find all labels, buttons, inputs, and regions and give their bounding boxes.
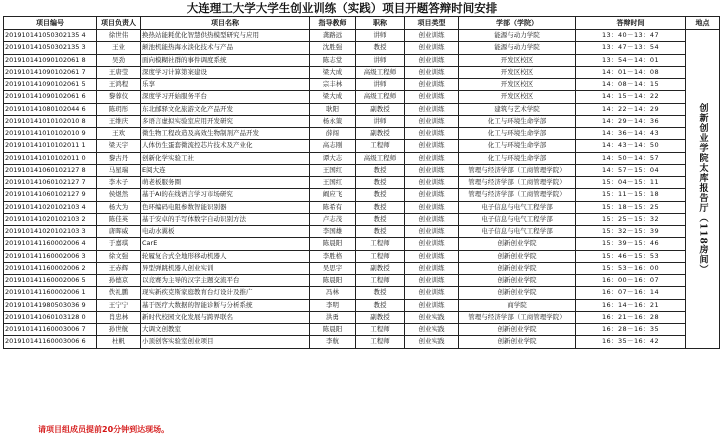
cell-project-name: 乐享 [141,79,310,91]
table-row [4,238,720,250]
cell-project-name: 基于安卓的手写体数字自动识别方法 [141,213,310,225]
cell-project-type: 创业训练 [405,299,459,311]
cell-college: 创新创业学院 [459,238,576,250]
table-row [4,164,720,176]
table-row [4,311,720,323]
cell-defense-time: 14：57－15：04 [576,164,686,176]
cell-leader: 黎蓉仪 [97,91,141,103]
cell-project-type: 创业训练 [405,152,459,164]
cell-college: 能源与动力学院 [459,30,576,42]
cell-project-name: 微生物工程改造及高效生物制剂产品开发 [141,128,310,140]
table-row [4,177,720,189]
cell-college: 电子信息与电气工程学部 [459,213,576,225]
header-project-id: 项目编号 [4,17,97,30]
cell-project-id: 201910141090102061 8 [4,54,97,66]
cell-project-id: 201910141050302135 3 [4,42,97,54]
cell-defense-time: 13：54－14：01 [576,54,686,66]
cell-project-type: 创业训练 [405,54,459,66]
cell-defense-time: 15：11－15：18 [576,189,686,201]
cell-defense-time: 15：32－15：39 [576,226,686,238]
table-row [4,30,720,42]
cell-project-id: 201910141160002006 4 [4,238,97,250]
cell-leader: 王鸿程 [97,79,141,91]
cell-title: 副教授 [356,128,405,140]
header-row [4,17,720,30]
cell-title: 教授 [356,213,405,225]
cell-defense-time: 15：39－15：46 [576,238,686,250]
header-project-type: 项目类型 [405,17,459,30]
cell-leader: 肖忠林 [97,311,141,323]
cell-college: 开发区校区 [459,79,576,91]
header-advisor: 指导教师 [310,17,356,30]
cell-college: 创新创业学院 [459,262,576,274]
cell-title: 教授 [356,299,405,311]
cell-project-type: 创业训练 [405,226,459,238]
cell-project-id: 201910141050302135 4 [4,30,97,42]
cell-project-name: 萌老板服务圈 [141,177,310,189]
cell-project-name: 色环编码电阻参数智能识别器 [141,201,310,213]
cell-advisor: 王国红 [310,164,356,176]
cell-defense-time: 15：25－15：32 [576,213,686,225]
cell-leader: 杨大为 [97,201,141,213]
cell-project-type: 创业实践 [405,324,459,336]
cell-project-id: 201910141010102011 0 [4,152,97,164]
cell-project-name: E阅大连 [141,164,310,176]
page-title: 大连理工大学大学生创业训练（实践）项目开题答辩时间安排 [186,1,498,15]
cell-college: 管理与经济学部（工商管理学院） [459,177,576,189]
cell-project-name: 以竞赛为主导的汉字主题交流平台 [141,275,310,287]
table-row [4,324,720,336]
cell-project-name: 轮履复合式全地形移动机器人 [141,250,310,262]
cell-college: 商学院 [459,299,576,311]
table-row [4,79,720,91]
cell-project-name: 深度学习开始服务平台 [141,91,310,103]
cell-project-id: 201910141090102061 7 [4,66,97,78]
cell-project-name: 小顶创客实验室创业项目 [141,336,310,348]
header-defense-time: 答辩时间 [576,17,686,30]
cell-leader: 于嘉琪 [97,238,141,250]
cell-title: 教授 [356,226,405,238]
cell-leader: 马星瑞 [97,164,141,176]
table-row [4,201,720,213]
cell-project-type: 创业训练 [405,42,459,54]
cell-project-type: 创业实践 [405,311,459,323]
cell-project-id: 201910141160002006 5 [4,275,97,287]
header-leader: 项目负责人 [97,17,141,30]
cell-title: 工程师 [356,275,405,287]
cell-advisor: 谭大志 [310,152,356,164]
cell-title: 高级工程师 [356,152,405,164]
cell-college: 管理与经济学部（工商管理学院） [459,164,576,176]
cell-leader: 陈玥彤 [97,103,141,115]
schedule-table [3,16,720,349]
cell-college: 电子信息与电气工程学部 [459,201,576,213]
cell-advisor: 王国红 [310,177,356,189]
cell-title: 工程师 [356,140,405,152]
cell-advisor: 陈志堂 [310,54,356,66]
cell-college: 创新创业学院 [459,336,576,348]
table-row [4,140,720,152]
cell-title: 教授 [356,201,405,213]
cell-college: 管理与经济学部（工商管理学院） [459,311,576,323]
cell-title: 教授 [356,287,405,299]
cell-title: 副教授 [356,103,405,115]
cell-project-type: 创业训练 [405,128,459,140]
cell-college: 创新创业学院 [459,287,576,299]
cell-project-id: 201910141060102127 8 [4,164,97,176]
cell-title: 讲师 [356,79,405,91]
cell-project-type: 创业实践 [405,336,459,348]
cell-project-id: 201910141160003006 7 [4,324,97,336]
cell-advisor: 梁大成 [310,66,356,78]
table-row [4,42,720,54]
cell-project-type: 创业训练 [405,213,459,225]
cell-project-id: 201910141160002006 3 [4,250,97,262]
cell-leader: 王业 [97,42,141,54]
cell-advisor: 杨永策 [310,115,356,127]
cell-project-name: 创新化学实验工社 [141,152,310,164]
cell-leader: 陈佳英 [97,213,141,225]
cell-defense-time: 15：04－15：11 [576,177,686,189]
cell-advisor: 沈胜强 [310,42,356,54]
cell-project-name: 多语言虚拟实验室应用开发研究 [141,115,310,127]
cell-project-type: 创业训练 [405,262,459,274]
cell-college: 化工与环境生命学部 [459,115,576,127]
table-row [4,287,720,299]
cell-leader: 李木子 [97,177,141,189]
cell-defense-time: 14：50－14：57 [576,152,686,164]
cell-title: 讲师 [356,115,405,127]
cell-advisor: 陈希有 [310,201,356,213]
cell-advisor: 卢志茂 [310,213,356,225]
cell-leader: 黎古丹 [97,152,141,164]
cell-leader: 王宁宁 [97,299,141,311]
cell-defense-time: 15：46－15：53 [576,250,686,262]
cell-advisor: 李胜格 [310,250,356,262]
table-row [4,115,720,127]
cell-project-name: 人体仿生蛋套微流控芯片技术及产业化 [141,140,310,152]
cell-college: 创新创业学院 [459,324,576,336]
table-row [4,299,720,311]
cell-advisor: 冯林 [310,287,356,299]
cell-project-type: 创业训练 [405,189,459,201]
cell-advisor: 李航 [310,336,356,348]
cell-college: 创新创业学院 [459,275,576,287]
cell-project-type: 创业训练 [405,238,459,250]
cell-advisor: 宗丰林 [310,79,356,91]
cell-defense-time: 14：01－14：08 [576,66,686,78]
cell-project-type: 创业训练 [405,250,459,262]
cell-defense-time: 14：36－14：43 [576,128,686,140]
cell-college: 化工与环境生命学部 [459,128,576,140]
cell-leader: 吴劲 [97,54,141,66]
table-row [4,128,720,140]
cell-defense-time: 16：14－16：21 [576,299,686,311]
cell-leader: 孙世航 [97,324,141,336]
cell-defense-time: 14：43－14：50 [576,140,686,152]
cell-defense-time: 16：28－16：35 [576,324,686,336]
cell-title: 高级工程师 [356,91,405,103]
table-row [4,250,720,262]
cell-project-name: 现实新疾克斯家庭教育台灯设计及推广 [141,287,310,299]
header-project-name: 项目名称 [141,17,310,30]
cell-project-type: 创业训练 [405,66,459,78]
cell-project-name: 电动水翼板 [141,226,310,238]
cell-title: 工程师 [356,324,405,336]
cell-leader: 徐文强 [97,250,141,262]
cell-project-name: 东北邮驿文化旅游文化产品开发 [141,103,310,115]
header-location: 地点 [686,17,720,30]
cell-defense-time: 14：08－14：15 [576,79,686,91]
cell-leader: 唐晖威 [97,226,141,238]
cell-project-name: 新时代校园文化发展与跨界联名 [141,311,310,323]
cell-title: 教授 [356,189,405,201]
cell-leader: 王唐莹 [97,66,141,78]
cell-advisor: 陈晨阳 [310,324,356,336]
cell-project-name: 基于AI的在线语言学习市场研究 [141,189,310,201]
cell-project-name: 异型弹跳机器人创业实训 [141,262,310,274]
cell-college: 电子信息与电气工程学部 [459,226,576,238]
cell-title: 教授 [356,42,405,54]
cell-advisor: 龚路远 [310,30,356,42]
table-row [4,189,720,201]
cell-defense-time: 16：00－16：07 [576,275,686,287]
cell-college: 开发区校区 [459,91,576,103]
cell-project-name: 换热站能耗优化智慧供热模型研究与应用 [141,30,310,42]
cell-project-id: 201910141020102103 3 [4,226,97,238]
cell-project-type: 创业训练 [405,103,459,115]
table-row [4,66,720,78]
arrival-note: 请项目组成员提前20分钟到达现场。 [38,425,170,434]
cell-college: 开发区校区 [459,66,576,78]
cell-leader: 梁天宇 [97,140,141,152]
table-row [4,336,720,348]
cell-project-id: 201910141060103128 0 [4,311,97,323]
cell-project-id: 201910141010102011 1 [4,140,97,152]
table-row [4,213,720,225]
cell-defense-time: 15：53－16：00 [576,262,686,274]
cell-advisor: 吴思宇 [310,262,356,274]
table-row [4,91,720,103]
header-title: 职称 [356,17,405,30]
cell-defense-time: 16：07－16：14 [576,287,686,299]
cell-project-id: 201910141160002006 2 [4,262,97,274]
cell-title: 讲师 [356,30,405,42]
cell-college: 创新创业学院 [459,250,576,262]
header-college: 学部（学院） [459,17,576,30]
cell-project-type: 创业训练 [405,287,459,299]
cell-project-id: 201910141160002006 1 [4,287,97,299]
cell-project-name: 深度学习计算第案建设 [141,66,310,78]
table-row [4,54,720,66]
cell-advisor: 李国雄 [310,226,356,238]
cell-advisor: 陈晨阳 [310,238,356,250]
cell-advisor: 陈晨阳 [310,275,356,287]
cell-leader: 王维庆 [97,115,141,127]
cell-project-type: 创业训练 [405,275,459,287]
cell-college: 管理与经济学部（工商管理学院） [459,189,576,201]
cell-defense-time: 15：18－15：25 [576,201,686,213]
cell-project-id: 201910141020102103 4 [4,201,97,213]
cell-title: 讲师 [356,54,405,66]
table-row [4,275,720,287]
cell-project-id: 201910141980503036 9 [4,299,97,311]
cell-project-id: 201910141060102127 7 [4,177,97,189]
cell-project-type: 创业训练 [405,177,459,189]
cell-leader: 杜帆 [97,336,141,348]
cell-project-id: 201910141020102103 2 [4,213,97,225]
cell-title: 教授 [356,164,405,176]
cell-defense-time: 13：47－13：54 [576,42,686,54]
cell-title: 高级工程师 [356,66,405,78]
cell-project-type: 创业训练 [405,79,459,91]
cell-title: 工程师 [356,250,405,262]
cell-project-type: 创业训练 [405,30,459,42]
cell-project-id: 201910141010102010 8 [4,115,97,127]
cell-project-id: 201910141090102061 6 [4,91,97,103]
cell-advisor: 耿阳 [310,103,356,115]
table-row [4,103,720,115]
cell-project-type: 创业训练 [405,201,459,213]
cell-leader: 徐世伟 [97,30,141,42]
cell-project-id: 201910141010102010 9 [4,128,97,140]
cell-project-id: 201910141080102044 6 [4,103,97,115]
cell-project-name: 基于医疗大数据的智能诊断与分析系统 [141,299,310,311]
cell-location [686,30,720,349]
cell-advisor: 高志刚 [310,140,356,152]
cell-project-id: 201910141090102061 5 [4,79,97,91]
cell-project-id: 201910141160003006 6 [4,336,97,348]
cell-title: 工程师 [356,238,405,250]
cell-defense-time: 14：15－14：22 [576,91,686,103]
cell-college: 开发区校区 [459,54,576,66]
cell-leader: 侯煜然 [97,189,141,201]
cell-title: 副教授 [356,262,405,274]
cell-defense-time: 13：40－13：47 [576,30,686,42]
location-text: 创新创业学院太库报告厅（118房间） [697,102,708,275]
cell-defense-time: 14：22－14：29 [576,103,686,115]
cell-project-name: CarE [141,238,310,250]
cell-project-id: 201910141060102127 9 [4,189,97,201]
cell-project-type: 创业训练 [405,164,459,176]
cell-leader: 王赤辉 [97,262,141,274]
cell-advisor: 洪勇 [310,311,356,323]
cell-title: 工程师 [356,336,405,348]
cell-project-name: 颠池机能热海水淡化技术与产品 [141,42,310,54]
cell-college: 化工与环境生命学部 [459,152,576,164]
cell-title: 教授 [356,177,405,189]
cell-project-type: 创业训练 [405,91,459,103]
cell-project-type: 创业训练 [405,115,459,127]
cell-college: 建筑与艺术学院 [459,103,576,115]
cell-project-name: 大调文创教室 [141,324,310,336]
table-row [4,152,720,164]
table-row [4,226,720,238]
cell-advisor: 李明 [310,299,356,311]
table-row [4,262,720,274]
cell-defense-time: 16：21－16：28 [576,311,686,323]
cell-college: 化工与环境生命学部 [459,140,576,152]
cell-advisor: 阚应飞 [310,189,356,201]
cell-leader: 佚礼鹏 [97,287,141,299]
cell-defense-time: 16：35－16：42 [576,336,686,348]
cell-title: 副教授 [356,311,405,323]
cell-advisor: 薛闯 [310,128,356,140]
cell-defense-time: 14：29－14：36 [576,115,686,127]
cell-project-name: 面向模糊社群的事件调度系统 [141,54,310,66]
cell-project-type: 创业训练 [405,140,459,152]
cell-college: 能源与动力学院 [459,42,576,54]
cell-advisor: 梁大成 [310,91,356,103]
cell-leader: 孙德京 [97,275,141,287]
cell-leader: 王欢 [97,128,141,140]
